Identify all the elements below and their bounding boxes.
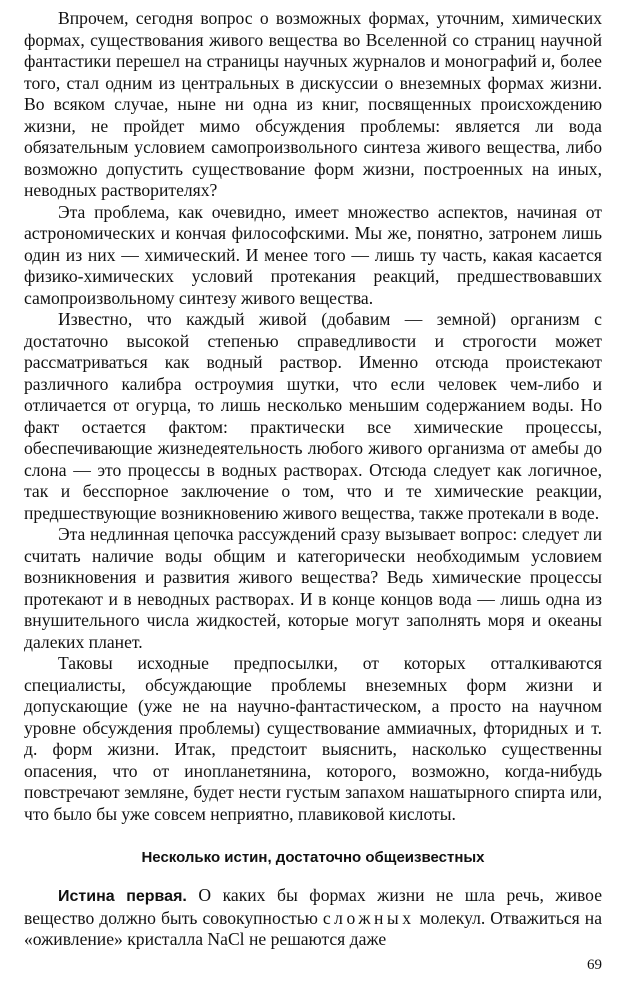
paragraph-4: Эта недлинная цепочка рассуждений сразу вызывает вопрос: следует ли считать наличие воды общим и категорически необходимым условием возникновения и развития живого вещества? Ведь химические процессы протекают и в неводных растворах. И в конце концов вода — лишь одна из внушительного числа жидкостей, которые могут заполнять моря и океаны далеких планет.	[24, 524, 602, 652]
spaced-emphasis: сложных	[322, 907, 415, 928]
run-in-heading: Истина первая.	[58, 888, 187, 905]
paragraph-6	[24, 885, 602, 951]
page-body	[24, 8, 602, 951]
paragraph-5: Таковы исходные предпосылки, от которых отталкиваются специалисты, обсуждающие проблемы внеземных форм жизни и допускающие (уже не на научно-фантастическом, а просто на научном уровне обсуждения проблемы) существование аммиачных, фторидных и т. д. форм жизни. Итак, предстоит выяснить, насколько существенны опасения, что от инопланетянина, которого, возможно, когда-нибудь повстречают земляне, будет нести густым запахом нашатырного спирта или, что было бы уже совсем неприятно, плавиковой кислоты.	[24, 653, 602, 824]
page-number: 69	[587, 957, 602, 973]
paragraph-1: Впрочем, сегодня вопрос о возможных формах, уточним, химических формах, существования живого вещества во Вселенной со страниц научной фантастики перешел на страницы научных журналов и монографий и, более того, стал одним из центральных в дискуссии о внеземных формах жизни. Во всяком случае, ныне ни одна из книг, посвященных происхождению жизни, не пройдет мимо обсуждения проблемы: является ли вода обязательным условием самопроизвольного синтеза живого вещества, либо возможно допустить существование форм жизни, построенных на иных, неводных растворителях?	[24, 8, 602, 200]
section-title: Несколько истин, достаточно общеизвестных	[141, 849, 485, 866]
paragraph-2: Эта проблема, как очевидно, имеет множество аспектов, начиная от астрономических и кончая философскими. Мы же, понятно, затронем лишь один из них — химический. И менее того — лишь ту часть, какая касается физико-химических условий протекания реакций, предшествовавших самопроизвольному синтезу живого вещества.	[24, 201, 602, 308]
paragraph-6-text-before: О каких бы формах жизни не шла речь, живое вещество должно быть совокупностью	[24, 885, 603, 928]
paragraph-6-text-after: молекул. Отважиться на «оживление» кристалла NaCl не решаются даже	[24, 907, 603, 949]
paragraph-3: Известно, что каждый живой (добавим — земной) организм с достаточно высокой степенью справедливости и строгости может рассматриваться как водный раствор. Именно отсюда проистекают различного калибра остроумия шутки, что если человек чем-либо и отличается от огурца, то лишь несколько меньшим содержанием воды. Но факт остается фактом: практически все химические процессы, обеспечивающие жизнедеятельность любого живого организма от амебы до слона — это процессы в водных растворах. Отсюда следует как логичное, так и бесспорное заключение о том, что и те химические реакции, предшествующие возникновению живого вещества, также протекали в воде.	[24, 309, 602, 523]
